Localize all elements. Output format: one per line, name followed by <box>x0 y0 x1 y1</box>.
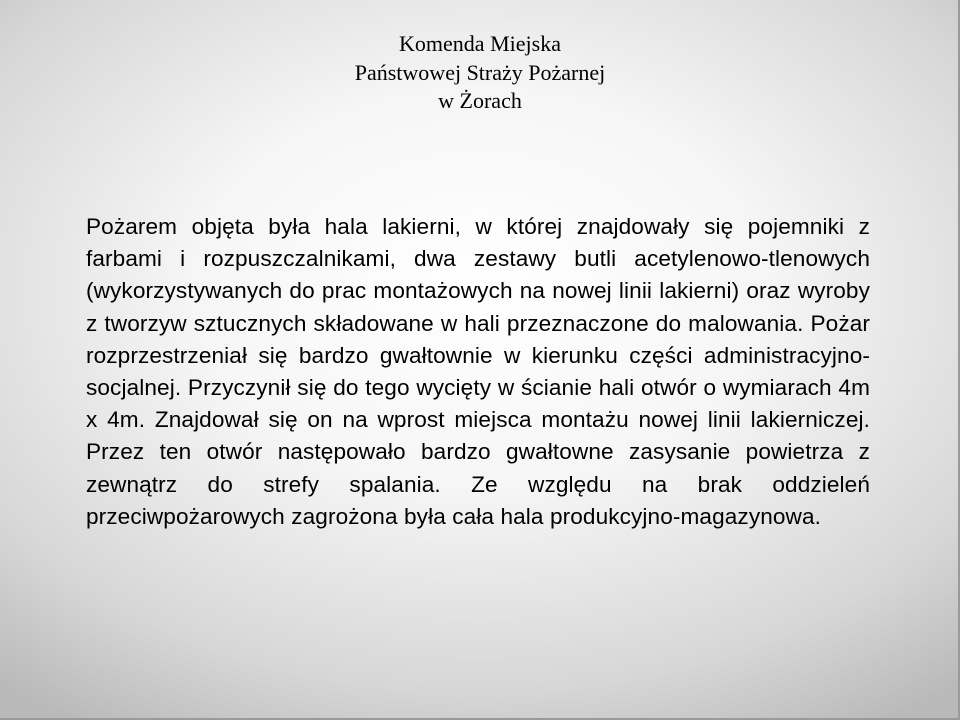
header-line-3: w Żorach <box>438 88 522 113</box>
slide-header <box>0 30 960 116</box>
body-paragraph: Pożarem objęta była hala lakierni, w której znajdowały się pojemniki z farbami i rozpuszczalnikami, dwa zestawy butli acetylenowo-tlenowych (wykorzystywanych do prac montażowych na nowej linii lakierni) oraz wyroby z tworzyw sztucznych składowane w hali przeznaczone do malowania. Pożar rozprzestrzeniał się bardzo gwałtownie w kierunku części administracyjno-socjalnej. Przyczynił się do tego wycięty w ścianie hali otwór o wymiarach 4m x 4m. Znajdował się on na wprost miejsca montażu nowej linii lakierniczej. Przez ten otwór następowało bardzo gwałtowne zasysanie powietrza z zewnątrz do strefy spalania. Ze względu na brak oddzieleń przeciwpożarowych zagrożona była cała hala produkcyjno-magazynowa. <box>86 214 870 529</box>
header-line-1: Komenda Miejska <box>399 31 561 56</box>
header-line-2: Państwowej Straży Pożarnej <box>354 59 606 85</box>
